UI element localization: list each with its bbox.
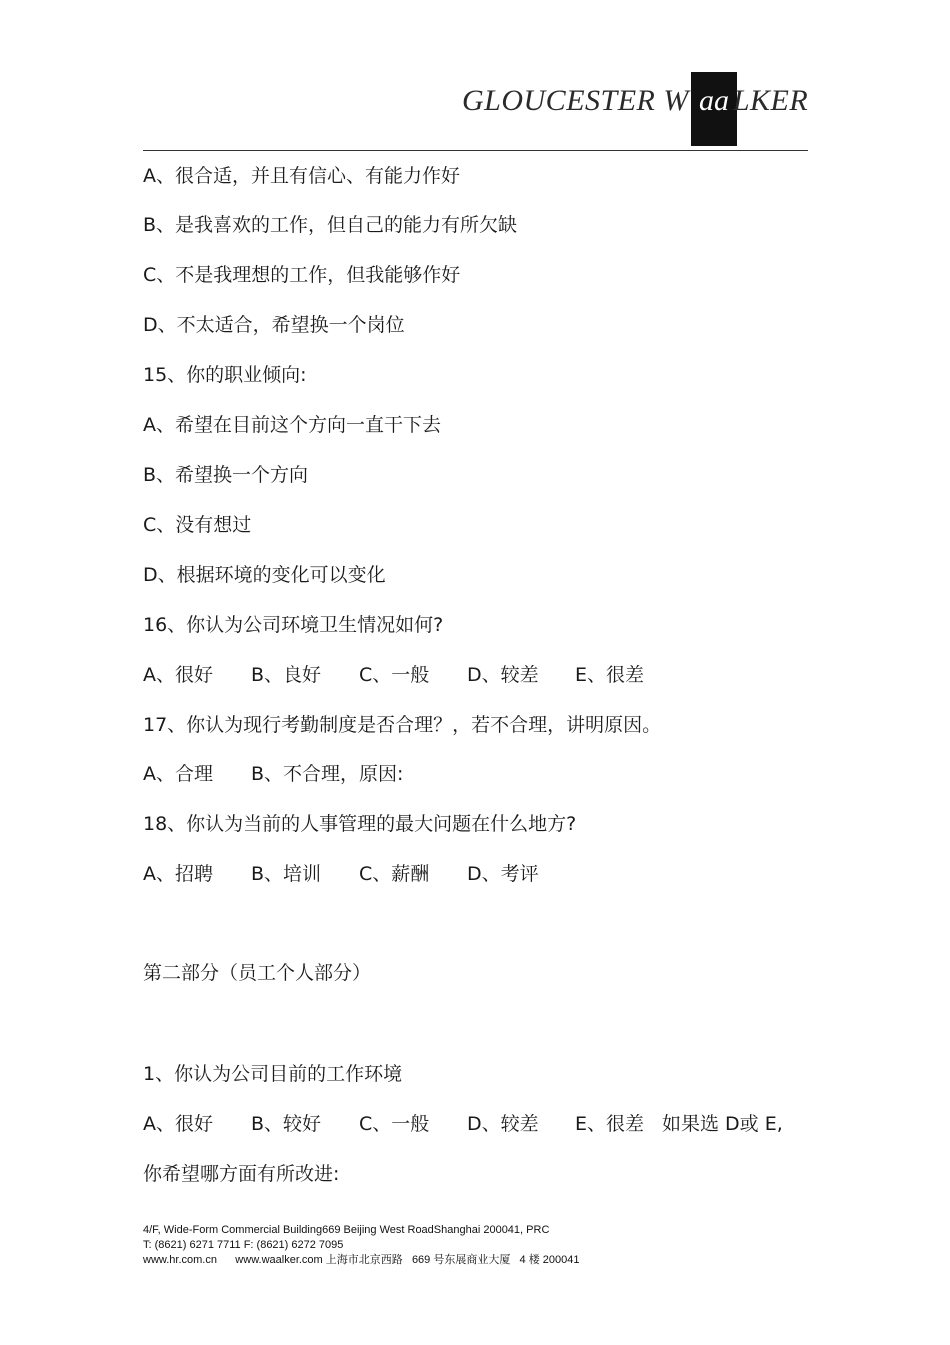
q18-option-a: A、招聘 <box>143 863 213 885</box>
part2-q1-followup: 你希望哪方面有所改进: <box>143 1163 340 1185</box>
q15-option-b: B、希望换一个方向 <box>143 464 309 486</box>
footer-phone: T: (8621) 6271 7711 F: (8621) 6272 7095 <box>143 1239 344 1251</box>
part2-question-1: 1、你认为公司目前的工作环境 <box>143 1063 403 1085</box>
footer-web: www.hr.com.cn www.waalker.com 上海市北京西路 669 号东展商业大厦 4 楼 200041 <box>143 1254 580 1266</box>
q14-option-c: C、不是我理想的工作，但我能够作好 <box>143 264 461 286</box>
logo-text: GLOUCESTER W LKER <box>462 84 809 117</box>
footer-address: 4/F, Wide-Form Commercial Building669 Beijing West RoadShanghai 200041, PRC <box>143 1224 550 1236</box>
page-footer <box>143 1223 579 1268</box>
q16-option-a: A、很好 <box>143 664 213 686</box>
question-17: 17、你认为现行考勤制度是否合理？，若不合理，讲明原因。 <box>143 714 662 736</box>
header-divider <box>143 150 808 151</box>
p1-option-d: D、较差 <box>467 1113 539 1135</box>
p1-option-a: A、很好 <box>143 1113 213 1135</box>
p1-option-e: E、很差 <box>575 1113 645 1135</box>
question-18: 18、你认为当前的人事管理的最大问题在什么地方? <box>143 813 577 835</box>
q18-option-d: D、考评 <box>467 863 539 885</box>
section-2-heading: 第二部分（员工个人部分） <box>143 962 372 984</box>
q15-option-a: A、希望在目前这个方向一直干下去 <box>143 414 441 436</box>
q18-option-c: C、薪酬 <box>359 863 430 885</box>
q16-option-b: B、良好 <box>251 664 322 686</box>
company-logo <box>462 72 808 146</box>
p1-conditional-note: 如果选 D或 E, <box>662 1113 783 1135</box>
q15-option-d: D、根据环境的变化可以变化 <box>143 564 386 586</box>
p1-option-b: B、较好 <box>251 1113 322 1135</box>
q18-option-b: B、培训 <box>251 863 322 885</box>
question-16: 16、你认为公司环境卫生情况如何? <box>143 614 444 636</box>
p1-option-c: C、一般 <box>359 1113 430 1135</box>
q14-option-d: D、不太适合，希望换一个岗位 <box>143 314 405 336</box>
q16-option-e: E、很差 <box>575 664 645 686</box>
question-15: 15、你的职业倾向: <box>143 364 307 386</box>
q17-option-b: B、不合理，原因: <box>251 763 404 785</box>
q14-option-a: A、很合适，并且有信心、有能力作好 <box>143 165 460 187</box>
q16-option-c: C、一般 <box>359 664 430 686</box>
q15-option-c: C、没有想过 <box>143 514 252 536</box>
q16-option-d: D、较差 <box>467 664 539 686</box>
logo-aa: aa <box>699 84 729 117</box>
q17-option-a: A、合理 <box>143 763 213 785</box>
q14-option-b: B、是我喜欢的工作，但自己的能力有所欠缺 <box>143 214 518 236</box>
